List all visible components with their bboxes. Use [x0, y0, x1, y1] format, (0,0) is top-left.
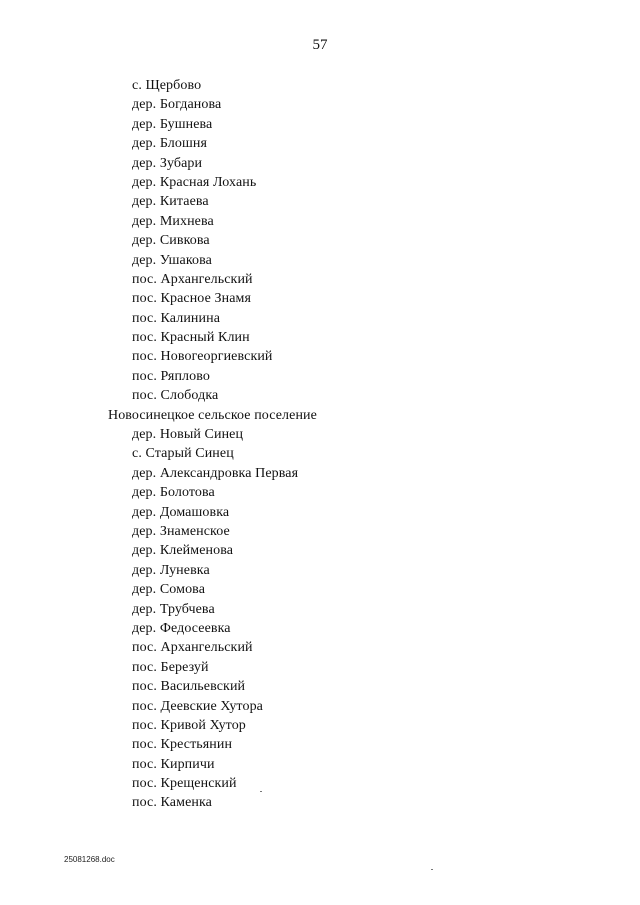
list-item: пос. Ряплово — [132, 368, 210, 384]
list-item: дер. Блошня — [132, 136, 207, 152]
list-item: пос. Новогеоргиевский — [132, 349, 273, 365]
list-item: пос. Слободка — [132, 388, 219, 404]
list-item: дер. Александровка Первая — [132, 465, 299, 481]
list-item: пос. Крестьянин — [132, 737, 233, 753]
list-item: дер. Трубчева — [132, 601, 215, 617]
page-number: 57 — [312, 37, 328, 53]
section-heading: Новосинецкое сельское поселение — [108, 407, 317, 423]
list-item: пос. Кирпичи — [132, 756, 215, 772]
list-item: дер. Михнева — [132, 213, 214, 229]
list-item: дер. Бушнева — [132, 116, 213, 132]
list-item: дер. Знаменское — [132, 523, 230, 539]
list-item: пос. Крещенский — [132, 776, 237, 792]
list-item: дер. Сомова — [132, 582, 206, 598]
list-item: дер. Луневка — [132, 562, 210, 578]
list-item: с. Старый Синец — [132, 446, 234, 462]
list-item: дер. Федосеевка — [132, 620, 231, 636]
list-item: пос. Березуй — [132, 659, 209, 675]
list-item: дер. Болотова — [132, 485, 215, 501]
list-item: пос. Васильевский — [132, 679, 246, 695]
settlement-list — [0, 76, 640, 813]
list-item: пос. Кривой Хутор — [132, 717, 246, 733]
list-item: дер. Зубари — [132, 155, 203, 171]
list-item: пос. Красный Клин — [132, 330, 250, 346]
list-item: дер. Клейменова — [132, 543, 234, 559]
list-item: пос. Каменка — [132, 795, 212, 811]
list-item: пос. Деевские Хутора — [132, 698, 263, 714]
list-item: пос. Калинина — [132, 310, 221, 326]
list-item: дер. Сивкова — [132, 233, 210, 249]
list-item: дер. Китаева — [132, 194, 209, 210]
list-item: дер. Новый Синец — [132, 427, 244, 443]
list-item: пос. Архангельский — [132, 271, 253, 287]
list-item: пос. Красное Знамя — [132, 291, 252, 307]
scan-speck — [431, 869, 433, 870]
footer-filename: 25081268.doc — [64, 855, 115, 864]
list-item: дер. Красная Лохань — [132, 174, 257, 190]
list-item: дер. Домашовка — [132, 504, 230, 520]
list-item: с. Щербово — [132, 78, 202, 93]
list-item: пос. Архангельский — [132, 640, 253, 656]
list-item: дер. Ушакова — [132, 252, 212, 268]
scan-speck — [260, 791, 262, 792]
list-item: дер. Богданова — [132, 97, 222, 113]
